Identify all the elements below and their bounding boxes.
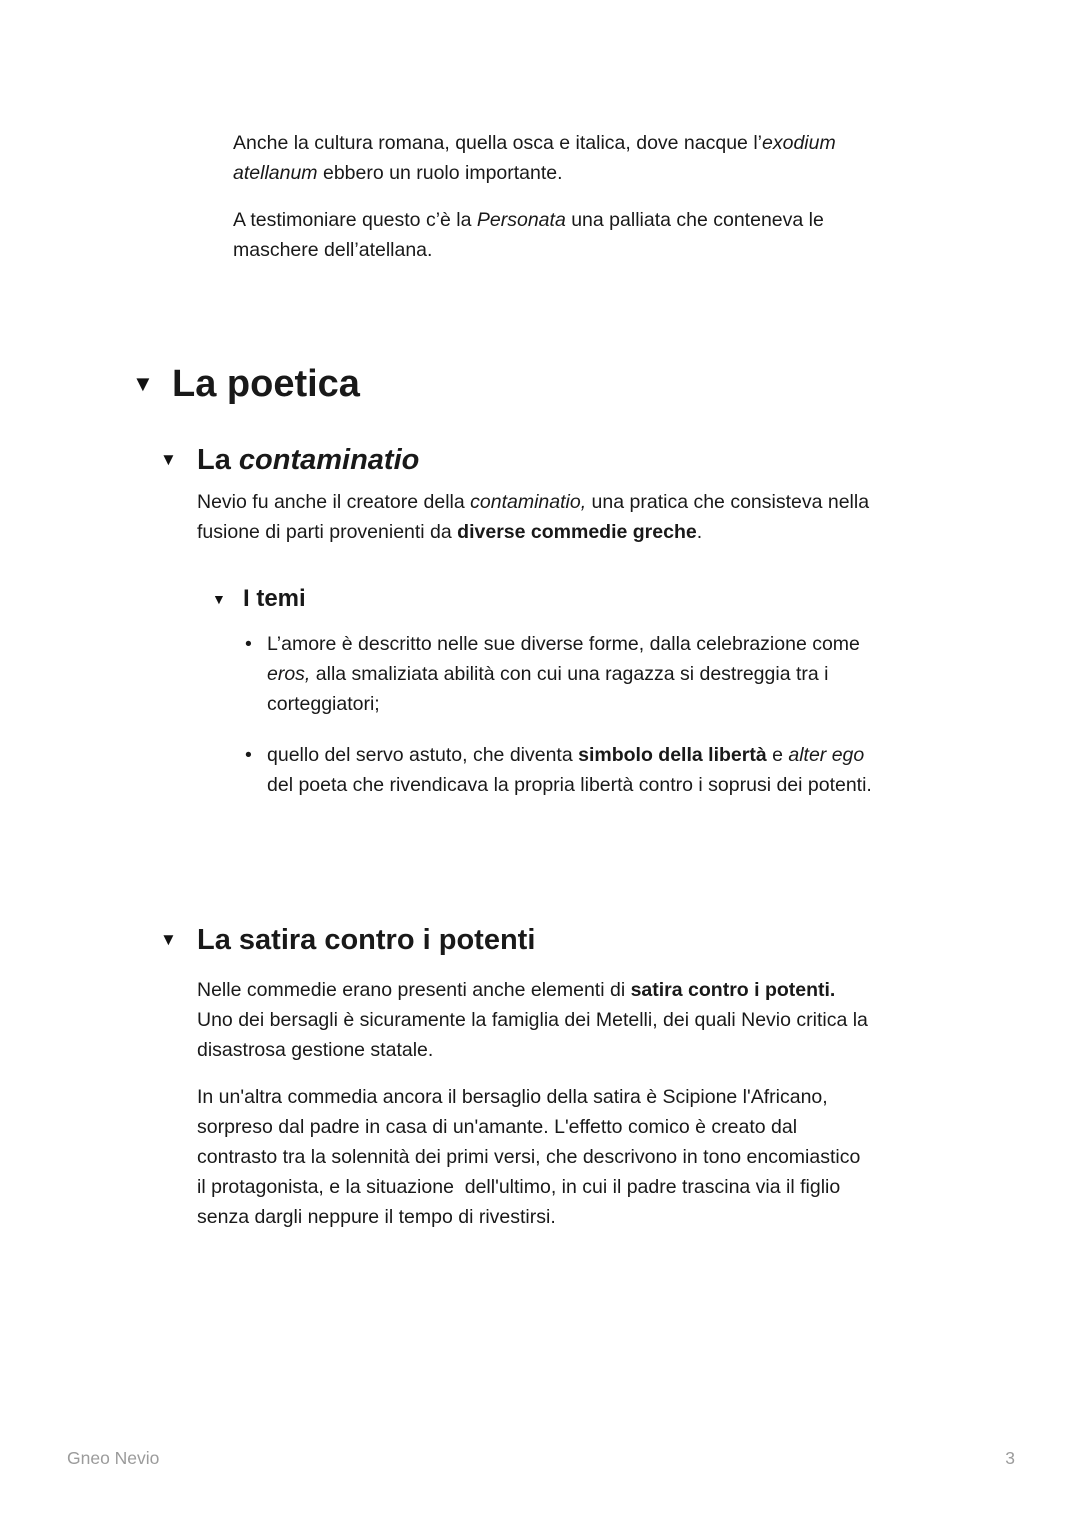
text-segment: e	[766, 744, 789, 766]
text-segment: contrasto tra la solennità dei primi versi, che descrivono in tono encomiastico	[197, 1146, 861, 1168]
text-segment: corteggiatori;	[267, 693, 380, 715]
paragraph-satira	[197, 975, 1080, 1065]
paragraph-personata	[233, 205, 1080, 265]
text-segment: del poeta che rivendicava la propria libertà contro i soprusi dei potenti.	[267, 774, 872, 796]
text-segment: maschere dell’atellana.	[233, 239, 433, 261]
heading-la-poetica	[132, 360, 1080, 408]
toggle-triangle-icon[interactable]: ▼	[160, 450, 177, 469]
heading-text	[172, 360, 360, 408]
text-segment: Uno dei bersagli è sicuramente la famiglia dei Metelli, dei quali Nevio critica la	[197, 1009, 868, 1031]
text-segment: Nevio fu anche il creatore della	[197, 491, 471, 513]
list-item-servo	[245, 740, 1080, 800]
text-segment: simbolo della libertà	[578, 744, 767, 766]
bullet-icon: •	[245, 744, 252, 766]
footer-page-number: 3	[1005, 1448, 1015, 1468]
text-segment: alter ego	[788, 744, 865, 766]
heading-text	[197, 440, 419, 480]
heading-text	[243, 583, 306, 615]
toggle-triangle-icon[interactable]: ▼	[132, 371, 154, 396]
text-segment: ebbero un ruolo importante.	[317, 162, 563, 184]
toggle-triangle-icon[interactable]: ▼	[212, 591, 226, 607]
text-segment: A testimoniare questo c’è la	[233, 209, 477, 231]
heading-la-satira	[160, 920, 1080, 960]
paragraph-exodium	[233, 128, 1080, 188]
text-segment: eros,	[267, 663, 311, 685]
text-segment: In un'altra commedia ancora il bersaglio della satira è Scipione l'Africano,	[197, 1086, 828, 1108]
bullet-item-text	[267, 629, 1080, 719]
text-segment: Personata	[476, 209, 566, 231]
text-segment: satira contro i potenti.	[630, 979, 836, 1001]
text-segment: exodium	[762, 132, 836, 154]
heading-la-contaminatio	[160, 440, 1080, 480]
bullet-icon: •	[245, 633, 252, 655]
list-item-amore	[245, 629, 1080, 719]
text-segment: Nelle commedie erano presenti anche elementi di	[197, 979, 631, 1001]
text-segment: diverse commedie greche	[457, 521, 697, 543]
text-segment: sorpreso dal padre in casa di un'amante. L'effetto comico è creato dal	[197, 1116, 798, 1138]
text-segment: contaminatio,	[470, 491, 587, 513]
text-segment: alla smaliziata abilità con cui una ragazza si destreggia tra i	[310, 663, 829, 685]
text-segment: contaminatio	[238, 444, 420, 476]
text-segment: atellanum	[233, 162, 318, 184]
text-segment: una pratica che consisteva nella	[586, 491, 870, 513]
text-segment: I temi	[243, 585, 306, 612]
heading-text	[197, 920, 535, 960]
text-segment: senza dargli neppure il tempo di rivestirsi.	[197, 1206, 556, 1228]
text-segment: una palliata che conteneva le	[565, 209, 824, 231]
paragraph-contaminatio	[197, 487, 1080, 547]
toggle-triangle-icon[interactable]: ▼	[160, 930, 177, 949]
text-segment: il protagonista, e la situazione dell'ultimo, in cui il padre trascina via il figlio	[197, 1176, 841, 1198]
bullet-item-text	[267, 740, 1080, 800]
text-segment: La poetica	[172, 363, 360, 405]
footer-document-title: Gneo Nevio	[67, 1448, 160, 1468]
text-segment: L’amore è descritto nelle sue diverse forme, dalla celebrazione come	[267, 633, 860, 655]
text-segment: Anche la cultura romana, quella osca e italica, dove nacque l’	[233, 132, 762, 154]
text-segment: La satira contro i potenti	[197, 924, 536, 956]
heading-i-temi	[212, 583, 1080, 615]
text-segment: disastrosa gestione statale.	[197, 1039, 434, 1061]
text-segment: fusione di parti provenienti da	[197, 521, 458, 543]
text-segment: quello del servo astuto, che diventa	[267, 744, 579, 766]
text-segment: .	[696, 521, 703, 543]
text-segment: La	[197, 444, 239, 476]
paragraph-scipione	[197, 1082, 1080, 1232]
